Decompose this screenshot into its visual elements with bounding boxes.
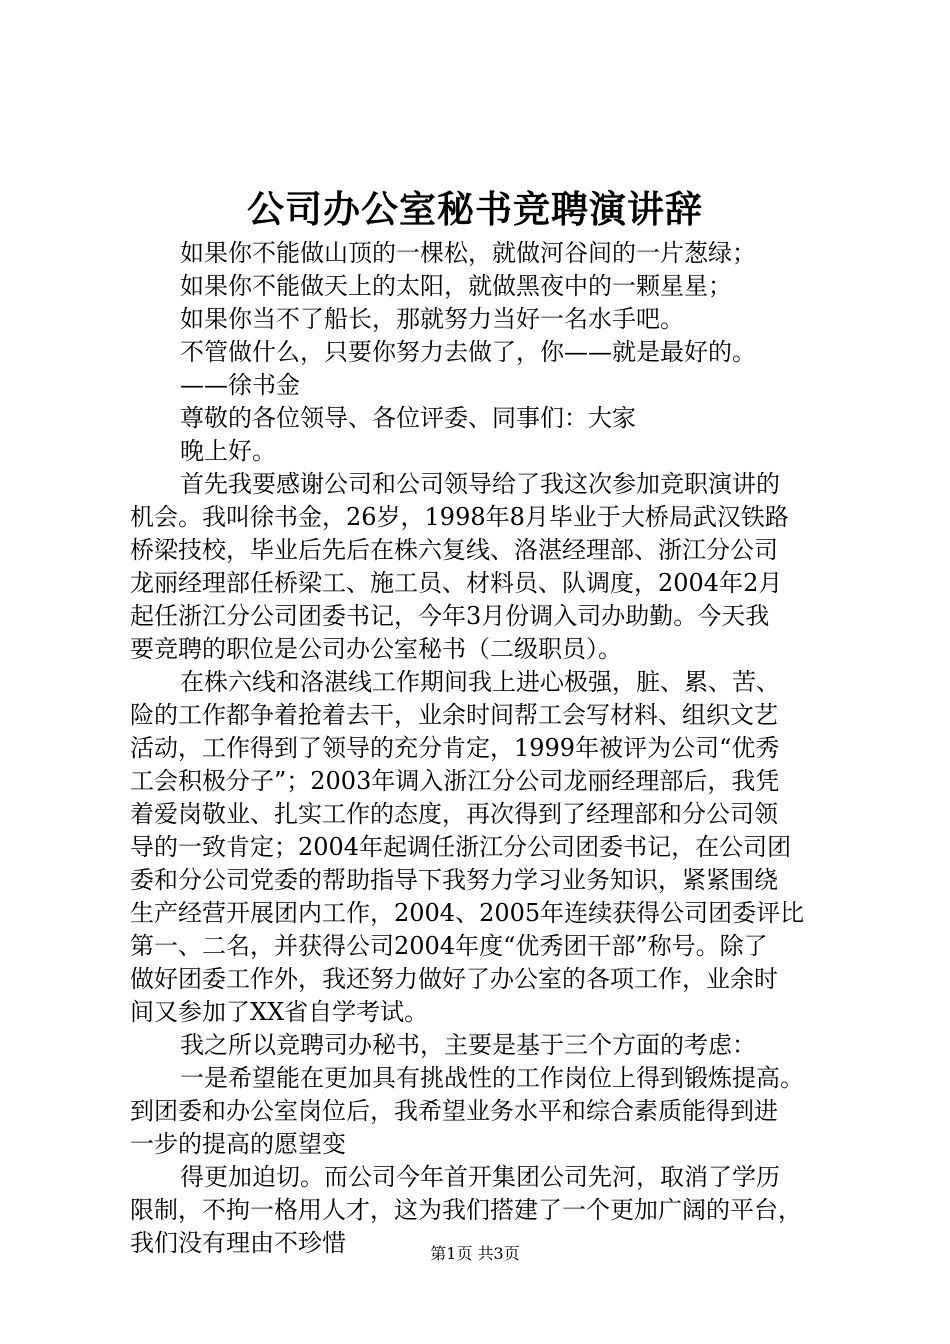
document-title: 公司办公室秘书竞聘演讲辞	[247, 187, 703, 231]
paragraph-line: 险的工作都争着抢着去干，业余时间帮工会写材料、组织文艺	[130, 701, 778, 729]
paragraph-line: 要竞聘的职位是公司办公室秘书（二级职员）。	[130, 635, 622, 663]
paragraph-line: 一是希望能在更加具有挑战性的工作岗位上得到锻炼提高。	[180, 1064, 804, 1092]
paragraph-line: 一步的提高的愿望变	[130, 1130, 346, 1158]
greeting: 晚上好。	[180, 437, 276, 465]
paragraph-line: 首先我要感谢公司和公司领导给了我这次参加竞职演讲的	[180, 470, 780, 498]
paragraph-line: 起任浙江分公司团委书记，今年3月份调入司办助勤。今天我	[130, 602, 770, 630]
poem-author: ——徐书金	[180, 371, 300, 399]
paragraph-line: 工会积极分子”；2003年调入浙江分公司龙丽经理部后，我凭	[130, 767, 780, 795]
paragraph-line: 我之所以竞聘司办秘书，主要是基于三个方面的考虑：	[180, 1031, 756, 1059]
poem-line-2: 如果你不能做天上的太阳，就做黑夜中的一颗星星；	[180, 272, 732, 300]
paragraph-line: 委和分公司党委的帮助指导下我努力学习业务知识，紧紧围绕	[130, 866, 778, 894]
poem-line-1: 如果你不能做山顶的一棵松，就做河谷间的一片葱绿；	[180, 239, 756, 267]
paragraph-line: 第一、二名，并获得公司2004年度“优秀团干部”称号。除了	[130, 932, 768, 960]
paragraph-line: 活动，工作得到了领导的充分肯定，1999年被评为公司“优秀	[130, 734, 780, 762]
paragraph-line: 在株六线和洛湛线工作期间我上进心极强，脏、累、苦、	[180, 668, 780, 696]
paragraph-line: 着爱岗敬业、扎实工作的态度，再次得到了经理部和分公司领	[130, 800, 778, 828]
paragraph-line: 龙丽经理部任桥梁工、施工员、材料员、队调度，2004年2月	[130, 569, 783, 597]
paragraph-line: 得更加迫切。而公司今年首开集团公司先河，取消了学历	[180, 1163, 780, 1191]
paragraph-line: 到团委和办公室岗位后，我希望业务水平和综合素质能得到进	[130, 1097, 778, 1125]
page-footer: 第1页 共3页	[430, 1244, 520, 1263]
paragraph-line: 间又参加了XX省自学考试。	[130, 998, 429, 1026]
paragraph-line: 生产经营开展团内工作，2004、2005年连续获得公司团委评比	[130, 899, 805, 927]
poem-line-3: 如果你当不了船长，那就努力当好一名水手吧。	[180, 305, 684, 333]
poem-line-4: 不管做什么，只要你努力去做了，你——就是最好的。	[180, 338, 756, 366]
paragraph-line: 机会。我叫徐书金，26岁，1998年8月毕业于大桥局武汉铁路	[130, 503, 789, 531]
paragraph-line: 桥梁技校，毕业后先后在株六复线、洛湛经理部、浙江分公司	[130, 536, 778, 564]
paragraph-line: 做好团委工作外，我还努力做好了办公室的各项工作，业余时	[130, 965, 778, 993]
document-body	[130, 237, 860, 1260]
salutation: 尊敬的各位领导、各位评委、同事们：大家	[180, 404, 636, 432]
paragraph-line: 导的一致肯定；2004年起调任浙江分公司团委书记，在公司团	[130, 833, 792, 861]
paragraph-line: 限制，不拘一格用人才，这为我们搭建了一个更加广阔的平台，	[130, 1196, 802, 1224]
paragraph-line: 我们没有理由不珍惜	[130, 1229, 346, 1257]
